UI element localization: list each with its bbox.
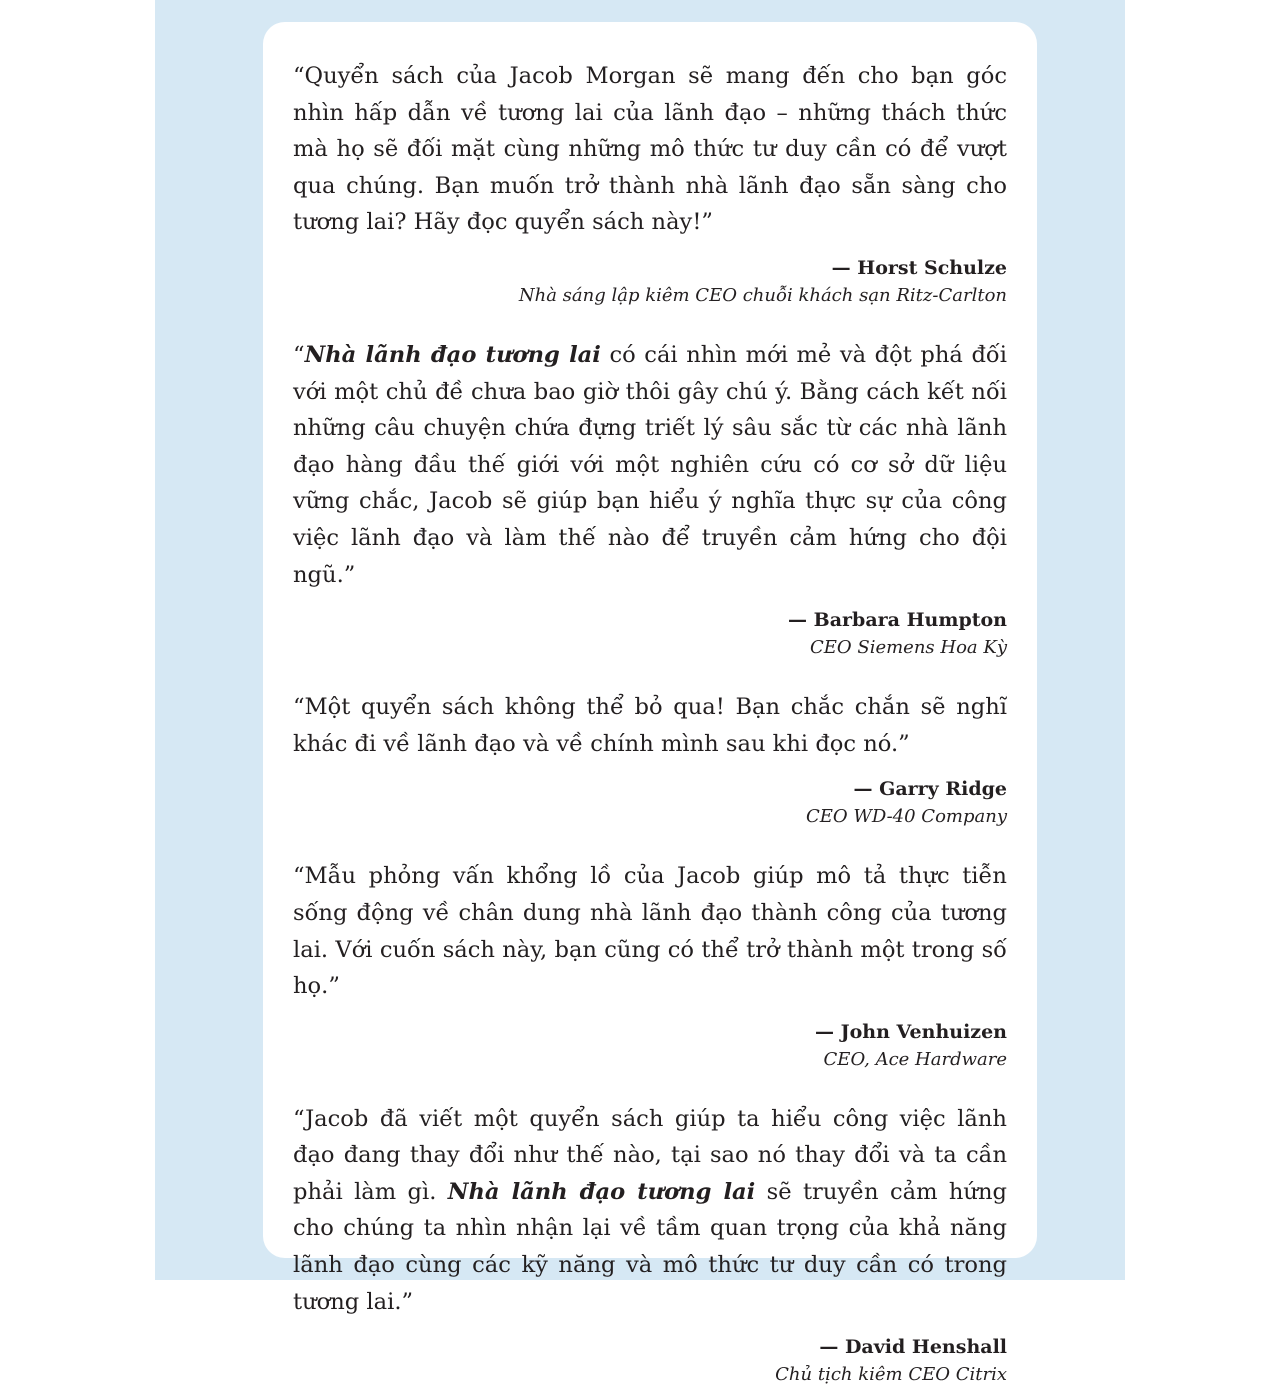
quote-text: “Quyển sách của Jacob Morgan sẽ mang đến cho bạn góc nhìn hấp dẫn về tương lai của lãnh đạo – những thách thức mà họ sẽ đối mặt cùng những mô thức tư duy cần có để vượt qua chúng. Bạn muốn trở thành nhà lãnh đạo sẵn sàng cho tương lai? Hãy đọc quyển sách này!”: [293, 63, 1007, 236]
quote-author-role: CEO Siemens Hoa Kỳ: [809, 637, 1007, 659]
quote-text: “Một quyển sách không thể bỏ qua! Bạn chắc chắn sẽ nghĩ khác đi về lãnh đạo và về chính mình sau khi đọc nó.”: [293, 694, 1007, 757]
quote-text: [293, 1101, 1007, 1321]
quote-text: “Mẫu phỏng vấn khổng lồ của Jacob giúp mô tả thực tiễn sống động về chân dung nhà lãnh đạo thành công của tương lai. Với cuốn sách này, bạn cũng có thể trở thành một trong số họ.”: [293, 863, 1007, 1000]
quote-author: — Barbara Humpton: [788, 609, 1007, 632]
testimonial-john-venhuizen: [293, 858, 1007, 1072]
testimonial-horst-schulze: [293, 58, 1007, 309]
quote-open-mark: “: [293, 341, 305, 368]
quote-author-role: Nhà sáng lập kiêm CEO chuỗi khách sạn Ritz-Carlton: [518, 284, 1007, 306]
quote-text-end: sẽ truyền cảm hứng cho chúng ta nhìn nhận lại về tầm quan trọng của khả năng lãnh đạo cùng các kỹ năng và mô thức tư duy cần có trong tương lai.”: [293, 1178, 1007, 1315]
quote-author-role: CEO WD-40 Company: [805, 806, 1007, 828]
book-title: Nhà lãnh đạo tương lai: [304, 341, 601, 368]
quote-author-role: Chủ tịch kiêm CEO Citrix: [775, 1364, 1007, 1386]
quote-text-body: có cái nhìn mới mẻ và đột phá đối với một chủ đề chưa bao giờ thôi gây chú ý. Bằng cách kết nối những câu chuyện chứa đựng triết lý sâu sắc từ các nhà lãnh đạo hàng đầu thế giới với một nghiên cứu có cơ sở dữ liệu vững chắc, Jacob sẽ giúp bạn hiểu ý nghĩa thực sự của công việc lãnh đạo và làm thế nào để truyền cảm hứng cho đội ngũ.”: [293, 341, 1007, 588]
quote-author: — Garry Ridge: [853, 778, 1007, 801]
quote-author: — Horst Schulze: [831, 256, 1007, 279]
quote-author: — David Henshall: [819, 1336, 1007, 1359]
quote-text: [293, 337, 1007, 593]
testimonial-garry-ridge: [293, 689, 1007, 830]
testimonial-list: [293, 58, 1007, 1388]
quote-author-role: CEO, Ace Hardware: [823, 1048, 1007, 1070]
testimonial-barbara-humpton: [293, 337, 1007, 661]
quote-author: — John Venhuizen: [815, 1020, 1007, 1043]
testimonial-card: [263, 22, 1037, 1386]
quote-text-start: “Jacob đã viết một quyển sách giúp ta hiểu công việc lãnh đạo đang thay đổi như thế nào, tại sao nó thay đổi và ta cần phải làm gì.: [293, 1105, 1007, 1205]
page-background: [155, 0, 1125, 1386]
book-title: Nhà lãnh đạo tương lai: [447, 1178, 756, 1205]
testimonial-david-henshall: [293, 1101, 1007, 1388]
